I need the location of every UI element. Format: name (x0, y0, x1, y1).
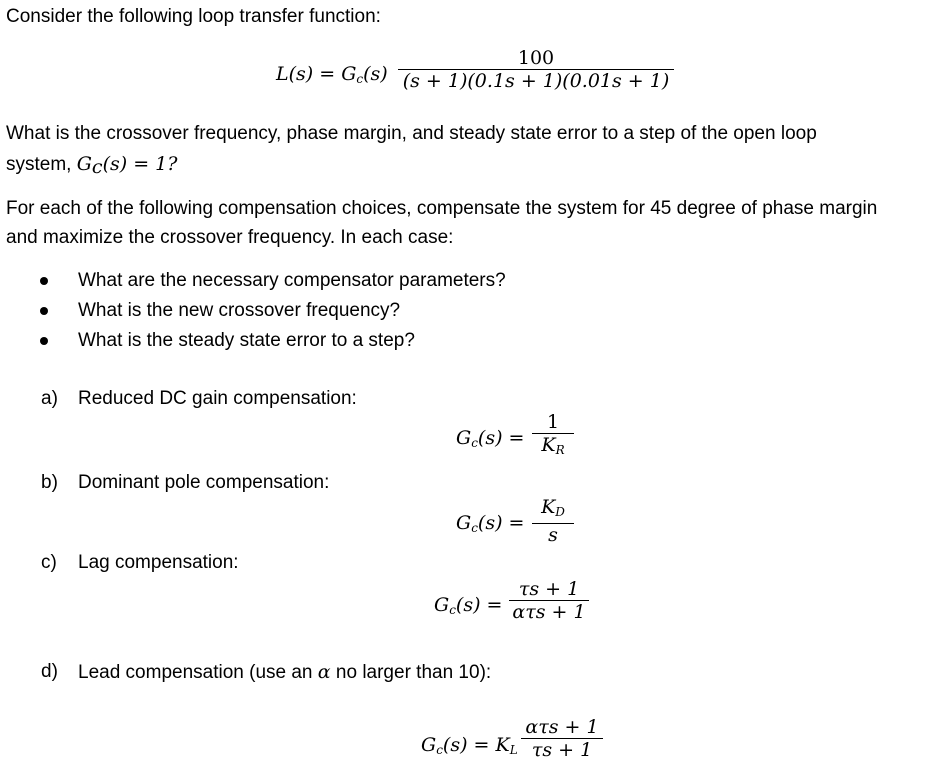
intro-text: Consider the following loop transfer function: (6, 6, 381, 27)
bullet-item: What is the steady state error to a step? (78, 330, 415, 351)
part-a-fraction: 1 $K_R$ (532, 411, 574, 461)
part-c-fraction: τs + 1 ατs + 1 (509, 578, 589, 623)
question1-line2: system, $G_c(s) = 1$? (6, 153, 178, 178)
part-a-equation-lhs: $G_c(s)$ = (456, 427, 525, 450)
part-d-fraction: ατs + 1 τs + 1 (521, 716, 603, 761)
loop-tf-denominator: (s + 1)(0.1s + 1)(0.01s + 1) (402, 70, 670, 92)
instructions-line2: and maximize the crossover frequency. In each case: (6, 227, 454, 248)
part-b-equation-lhs: $G_c(s)$ = (456, 512, 525, 535)
bullet-dot (40, 277, 48, 285)
loop-tf-numerator: 100 (517, 47, 555, 69)
loop-tf-fraction (398, 47, 674, 92)
part-b-fraction: $K_D$ s (532, 496, 574, 546)
bullet-dot (40, 337, 48, 345)
part-d-label: Lead compensation (use an α no larger than 10): (78, 661, 492, 683)
instructions-line1: For each of the following compensation choices, compensate the system for 45 degree of phase margin (6, 198, 878, 219)
part-b-label: Dominant pole compensation: (78, 472, 330, 493)
part-c-equation-lhs: $G_c(s)$ = (434, 594, 503, 617)
part-d-marker: d) (41, 661, 58, 682)
bullet-item: What are the necessary compensator parameters? (78, 270, 506, 291)
loop-tf-lhs: $L(s) = G_c(s)$ (276, 63, 388, 86)
part-d-equation-lhs: $G_c(s) = K_L$ (421, 734, 518, 757)
part-a-label: Reduced DC gain compensation: (78, 388, 357, 409)
part-c-label: Lag compensation: (78, 552, 239, 573)
bullet-dot (40, 307, 48, 315)
part-a-marker: a) (41, 388, 58, 409)
part-b-marker: b) (41, 472, 58, 493)
question1-line1: What is the crossover frequency, phase margin, and steady state error to a step of the open loop (6, 123, 817, 144)
bullet-item: What is the new crossover frequency? (78, 300, 401, 321)
part-c-marker: c) (41, 552, 57, 573)
